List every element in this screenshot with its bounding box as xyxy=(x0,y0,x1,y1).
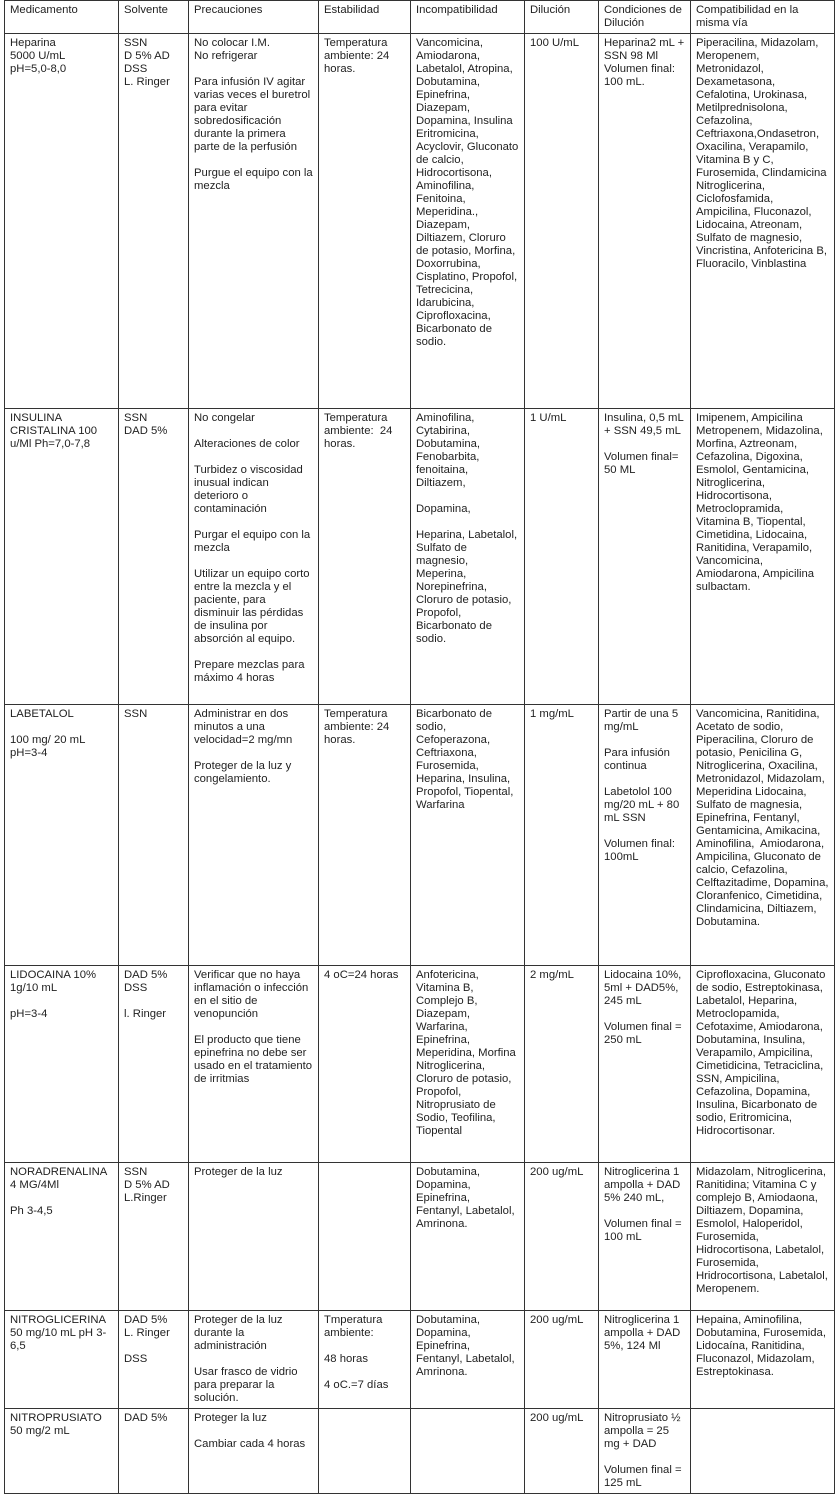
cell-text: Aminofilina, Cytabirina, Dobutamina, Fenobarbita, fenoitaina, Diltiazem, xyxy=(416,412,484,489)
cell-medicamento xyxy=(5,705,119,966)
cell-spacer xyxy=(10,1192,113,1205)
cell-text: Utilizar un equipo corto entre la mezcla y el paciente, para disminuir las pérdidas de insulina por absorción al equipo. xyxy=(194,568,313,645)
cell-estabilidad xyxy=(319,1163,411,1311)
cell-precauciones xyxy=(189,1409,319,1494)
cell-text: 48 horas xyxy=(324,1353,368,1365)
cell-condiciones xyxy=(599,1409,691,1494)
cell-text: 1 mg/mL xyxy=(530,708,574,720)
table-row xyxy=(5,1311,835,1409)
cell-text: Dobutamina, Dopamina, Epinefrina, Fentanyl, Labetalol, Amrinona. xyxy=(416,1166,518,1230)
column-header-condiciones: Condiciones de Dilución xyxy=(599,1,691,34)
cell-precauciones xyxy=(189,705,319,966)
cell-solvente xyxy=(119,705,189,966)
cell-text: Prepare mezclas para máximo 4 horas xyxy=(194,659,308,684)
cell-medicamento xyxy=(5,1311,119,1409)
cell-text: 200 ug/mL xyxy=(530,1166,584,1178)
cell-text: SSN xyxy=(124,37,148,49)
cell-text: Heparina, Labetalol, Sulfato de magnesio, Meperina, Norepinefrina, Cloruro de potasio, Propofol, Bicarbonato de sodio. xyxy=(416,529,521,645)
cell-text: Dopamina, xyxy=(416,503,471,515)
cell-text: Para infusión continua xyxy=(604,747,674,772)
cell-condiciones xyxy=(599,1163,691,1311)
cell-text: Labetolol 100 mg/20 mL + 80 mL SSN xyxy=(604,786,683,824)
cell-text: 1 U/mL xyxy=(530,412,567,424)
cell-spacer xyxy=(604,1451,685,1464)
cell-text: Usar frasco de vidrio para preparar la solución. xyxy=(194,1366,301,1404)
cell-text: Volumen final= 50 ML xyxy=(604,451,682,476)
cell-text: Alteraciones de color xyxy=(194,438,300,450)
column-header-medicamento: Medicamento xyxy=(5,1,119,34)
cell-text: Verificar que no haya inflamación o infección en el sitio de venopunción xyxy=(194,969,312,1020)
cell-text: L.Ringer xyxy=(124,1192,167,1204)
cell-text: DSS xyxy=(124,982,148,994)
cell-text: Anfotericina, Vitamina B, Complejo B, Diazepam, Warfarina, Epinefrina, Meperidina, Morfina Nitroglicerina, Cloruro de potasio, Propofol, Nitroprusiato de Sodio, Teofilina, Tiopental xyxy=(416,969,519,1137)
cell-text: 2 mg/mL xyxy=(530,969,574,981)
header-row xyxy=(5,1,835,34)
table-row xyxy=(5,1409,835,1494)
cell-solvente xyxy=(119,1409,189,1494)
cell-spacer xyxy=(416,490,519,503)
cell-text: Heparina xyxy=(10,37,56,49)
cell-estabilidad xyxy=(319,409,411,705)
cell-text: 100 mg/ 20 mL pH=3-4 xyxy=(10,734,89,759)
cell-text: Temperatura ambiente: 24 horas. xyxy=(324,412,396,450)
cell-text: Piperacilina, Midazolam, Meropenem, Metronidazol, Dexametasona, Cefalotina, Urokinasa, Metilprednisolona, Cefazolina, Ceftriaxona,Ondasetron, Oxacilina, Verapamilo, Vitamina B y C, Furosemida, Clindamicina Nitroglicerina, Ciclofosfamida, Ampicilina, Fluconazol, Lidocaina, Atreonam, Sulfato de magnesio, Vincristina, Anfotericina B, Fluoracilo, Vinblastina xyxy=(696,37,831,270)
cell-text: INSULINA CRISTALINA 100 u/Ml Ph=7,0-7,8 xyxy=(10,412,101,450)
cell-spacer xyxy=(324,1340,405,1353)
column-header-precauciones: Precauciones xyxy=(189,1,319,34)
cell-medicamento xyxy=(5,34,119,409)
cell-spacer xyxy=(604,773,685,786)
cell-text: 200 ug/mL xyxy=(530,1412,584,1424)
cell-solvente xyxy=(119,409,189,705)
cell-text: NITROGLICERINA 50 mg/10 mL pH 3-6,5 xyxy=(10,1314,109,1352)
cell-solvente xyxy=(119,1163,189,1311)
cell-text: Bicarbonato de sodio, Cefoperazona, Ceftriaxona, Furosemida, Heparina, Insulina, Propofol, Tiopental, Warfarina xyxy=(416,708,517,811)
cell-spacer xyxy=(194,1021,313,1034)
cell-incompatibilidad xyxy=(411,966,525,1163)
cell-precauciones xyxy=(189,1163,319,1311)
cell-text: Proteger de la luz y congelamiento. xyxy=(194,760,295,785)
cell-spacer xyxy=(10,721,113,734)
cell-text: NORADRENALINA 4 MG/4Ml xyxy=(10,1166,110,1191)
cell-compatibilidad xyxy=(691,1163,835,1311)
column-header-dilucion: Dilución xyxy=(525,1,599,34)
cell-text: L. Ringer xyxy=(124,1327,170,1339)
cell-compatibilidad xyxy=(691,34,835,409)
cell-text: D 5% AD xyxy=(124,50,170,62)
cell-dilucion xyxy=(525,1311,599,1409)
cell-spacer xyxy=(124,1340,183,1353)
cell-spacer xyxy=(194,451,313,464)
cell-text: Temperatura ambiente: 24 horas. xyxy=(324,37,393,75)
cell-medicamento xyxy=(5,966,119,1163)
cell-text: No colocar I.M. xyxy=(194,37,270,49)
cell-spacer xyxy=(416,1412,519,1425)
cell-text: Insulina, 0,5 mL + SSN 49,5 mL xyxy=(604,412,687,437)
cell-text: LABETALOL xyxy=(10,708,74,720)
cell-dilucion xyxy=(525,409,599,705)
cell-spacer xyxy=(194,516,313,529)
cell-spacer xyxy=(194,154,313,167)
cell-solvente xyxy=(119,966,189,1163)
cell-estabilidad xyxy=(319,966,411,1163)
cell-text: Ciprofloxacina, Gluconato de sodio, Estreptokinasa, Labetalol, Heparina, Metroclopamida, Cefotaxime, Amiodarona, Dobutamina, Insulina, Verapamilo, Ampicilina, Cimetidicina, Tetraciclina, SSN, Ampicilina, Cefazolina, Dopamina, Insulina, Bicarbonato de sodio, Eritromicina, Hidrocortisonar. xyxy=(696,969,829,1137)
cell-incompatibilidad xyxy=(411,1409,525,1494)
cell-condiciones xyxy=(599,966,691,1163)
cell-text: Ph 3-4,5 xyxy=(10,1205,53,1217)
cell-text: Vancomicina, Amiodarona, Labetalol, Atropina, Dobutamina, Epinefrina, Diazepam, Dopamina, Insulina Eritromicina, Acyclovir, Gluconato de calcio, Hidrocortisona, Aminofilina, Fenitoina, Meperidina., Diazepam, Diltiazem, Cloruro de potasio, Morfina, Doxorrubina, Cisplatino, Propofol, Tetrecicina, Idarubicina, Ciprofloxacina, Bicarbonato de sodio. xyxy=(416,37,522,348)
cell-medicamento xyxy=(5,1409,119,1494)
cell-condiciones xyxy=(599,705,691,966)
cell-text: Midazolam, Nitroglicerina, Ranitidina; Vitamina C y complejo B, Amiodaona, Diltiazem, Dopamina, Esmolol, Haloperidol, Furosemida, Hidrocortisona, Labetalol, Furosemida, Hridrocortisona, Labetalol, Meropenem. xyxy=(696,1166,832,1295)
cell-text: Para infusión IV agitar varias veces el buretrol para evitar sobredosificación durante la primera parte de la perfusión xyxy=(194,76,314,153)
cell-dilucion xyxy=(525,705,599,966)
cell-text: l. Ringer xyxy=(124,1008,167,1020)
cell-medicamento xyxy=(5,409,119,705)
column-header-incompatibilidad: Incompatibilidad xyxy=(411,1,525,34)
cell-precauciones xyxy=(189,34,319,409)
cell-compatibilidad xyxy=(691,409,835,705)
cell-text: 4 oC.=7 días xyxy=(324,1379,389,1391)
cell-spacer xyxy=(194,63,313,76)
cell-spacer xyxy=(194,425,313,438)
cell-text: SSN xyxy=(124,1166,148,1178)
cell-text: Partir de una 5 mg/mL xyxy=(604,708,682,733)
cell-spacer xyxy=(124,995,183,1008)
cell-compatibilidad xyxy=(691,1311,835,1409)
cell-spacer xyxy=(194,1425,313,1438)
cell-text: 100 U/mL xyxy=(530,37,579,49)
cell-text: Tmperatura ambiente: xyxy=(324,1314,386,1339)
cell-text: 200 ug/mL xyxy=(530,1314,584,1326)
cell-solvente xyxy=(119,1311,189,1409)
cell-incompatibilidad xyxy=(411,705,525,966)
cell-text: SSN xyxy=(124,412,148,424)
cell-text: LIDOCAINA 10% 1g/10 mL xyxy=(10,969,100,994)
cell-text: DSS xyxy=(124,1353,148,1365)
cell-incompatibilidad xyxy=(411,34,525,409)
cell-text: Volumen final = 250 mL xyxy=(604,1021,685,1046)
cell-text: pH=5,0-8,0 xyxy=(10,63,67,75)
cell-text: pH=3-4 xyxy=(10,1008,48,1020)
drug-compatibility-table xyxy=(4,0,835,1494)
cell-spacer xyxy=(194,555,313,568)
table-row xyxy=(5,409,835,705)
cell-text: Purgue el equipo con la mezcla xyxy=(194,167,316,192)
table-row xyxy=(5,705,835,966)
cell-text: El producto que tiene epinefrina no debe ser usado en el tratamiento de irritmias xyxy=(194,1034,316,1085)
cell-text: Volumen final = 100 mL xyxy=(604,1218,685,1243)
cell-text: 4 oC=24 horas xyxy=(324,969,399,981)
table-body xyxy=(5,34,835,1494)
cell-dilucion xyxy=(525,1409,599,1494)
cell-text: 5000 U/mL xyxy=(10,50,66,62)
cell-text: Proteger la luz xyxy=(194,1412,267,1424)
cell-compatibilidad xyxy=(691,966,835,1163)
cell-precauciones xyxy=(189,409,319,705)
cell-text: Imipenem, Ampicilina Metropenem, Midazolina, Morfina, Aztreonam, Cefazolina, Digoxina, Esmolol, Gentamicina, Nitroglicerina, Hidrocortisona, Metroclopramida, Vitamina B, Tiopental, Cimetidina, Lidocaina, Ranitidina, Verapamilo, Vancomicina, Amiodarona, Ampicilina sulbactam. xyxy=(696,412,826,593)
cell-text: DAD 5% xyxy=(124,969,168,981)
cell-incompatibilidad xyxy=(411,409,525,705)
cell-spacer xyxy=(10,995,113,1008)
cell-spacer xyxy=(604,734,685,747)
cell-text: Nitroglicerina 1 ampolla + DAD 5%, 124 Ml xyxy=(604,1314,684,1352)
cell-spacer xyxy=(324,1166,405,1179)
cell-text: Hepaina, Aminofilina, Dobutamina, Furosemida, Lidocaína, Ranitidina, Fluconazol, Midazolam, Estreptokinasa. xyxy=(696,1314,830,1378)
cell-text: Dobutamina, Dopamina, Epinefrina, Fentanyl, Labetalol, Amrinona. xyxy=(416,1314,518,1378)
cell-dilucion xyxy=(525,34,599,409)
cell-text: Volumen final: 100 mL. xyxy=(604,63,679,88)
cell-precauciones xyxy=(189,1311,319,1409)
column-header-solvente: Solvente xyxy=(119,1,189,34)
cell-spacer xyxy=(194,747,313,760)
cell-text: Purgar el equipo con la mezcla xyxy=(194,529,314,554)
cell-condiciones xyxy=(599,34,691,409)
cell-spacer xyxy=(604,1008,685,1021)
cell-estabilidad xyxy=(319,1311,411,1409)
table-row xyxy=(5,34,835,409)
cell-spacer xyxy=(324,1412,405,1425)
cell-text: DSS xyxy=(124,63,148,75)
cell-spacer xyxy=(194,646,313,659)
cell-estabilidad xyxy=(319,1409,411,1494)
cell-incompatibilidad xyxy=(411,1163,525,1311)
cell-text: Cambiar cada 4 horas xyxy=(194,1438,306,1450)
cell-condiciones xyxy=(599,409,691,705)
cell-text: Heparina2 mL + SSN 98 Ml xyxy=(604,37,688,62)
cell-dilucion xyxy=(525,1163,599,1311)
cell-dilucion xyxy=(525,966,599,1163)
cell-text: Turbidez o viscosidad inusual indican deterioro o contaminación xyxy=(194,464,306,515)
cell-text: NITROPRUSIATO 50 mg/2 mL xyxy=(10,1412,105,1437)
cell-medicamento xyxy=(5,1163,119,1311)
cell-precauciones xyxy=(189,966,319,1163)
cell-spacer xyxy=(604,1205,685,1218)
cell-spacer xyxy=(696,1412,829,1425)
cell-text: Temperatura ambiente: 24 horas. xyxy=(324,708,393,746)
cell-text: No congelar xyxy=(194,412,255,424)
cell-estabilidad xyxy=(319,34,411,409)
cell-text: Proteger de la luz xyxy=(194,1166,283,1178)
cell-text: Volumen final: 100mL xyxy=(604,838,679,863)
table-row xyxy=(5,966,835,1163)
cell-text: L. Ringer xyxy=(124,76,170,88)
cell-text: Nitroglicerina 1 ampolla + DAD 5% 240 mL, xyxy=(604,1166,684,1204)
cell-spacer xyxy=(604,438,685,451)
cell-text: SSN xyxy=(124,708,148,720)
column-header-estabilidad: Estabilidad xyxy=(319,1,411,34)
cell-compatibilidad xyxy=(691,705,835,966)
cell-text: Volumen final = 125 mL xyxy=(604,1464,685,1489)
cell-text: DAD 5% xyxy=(124,425,168,437)
cell-text: Nitroprusiato ½ ampolla = 25 mg + DAD xyxy=(604,1412,684,1450)
table-row xyxy=(5,1163,835,1311)
cell-text: DAD 5% xyxy=(124,1412,168,1424)
cell-spacer xyxy=(604,825,685,838)
cell-estabilidad xyxy=(319,705,411,966)
cell-condiciones xyxy=(599,1311,691,1409)
cell-solvente xyxy=(119,34,189,409)
cell-text: Proteger de la luz durante la administración xyxy=(194,1314,286,1352)
cell-compatibilidad xyxy=(691,1409,835,1494)
cell-spacer xyxy=(324,1366,405,1379)
cell-text: Lidocaina 10%, 5ml + DAD5%, 245 mL xyxy=(604,969,685,1007)
cell-text: Vancomicina, Ranitidina, Acetato de sodio, Piperacilina, Cloruro de potasio, Penicilina G, Nitroglicerina, Oxacilina, Metronidazol, Midazolam, Meperidina Lidocaina, Sulfato de magnesia, Epinefrina, Fentanyl, Gentamicina, Amikacina, Aminofilina, Amiodarona, Ampicilina, Gluconato de calcio, Cefazolina, Celftazitadime, Dopamina, Cloranfenico, Cimetidina, Clindamicina, Diltiazem, Dobutamina. xyxy=(696,708,832,928)
cell-text: D 5% AD xyxy=(124,1179,170,1191)
cell-text: DAD 5% xyxy=(124,1314,168,1326)
cell-spacer xyxy=(194,1353,313,1366)
cell-text: No refrigerar xyxy=(194,50,258,62)
column-header-compatibilidad: Compatibilidad en la misma vía xyxy=(691,1,835,34)
cell-text: Administrar en dos minutos a una velocidad=2 mg/mn xyxy=(194,708,293,746)
cell-incompatibilidad xyxy=(411,1311,525,1409)
cell-spacer xyxy=(416,516,519,529)
